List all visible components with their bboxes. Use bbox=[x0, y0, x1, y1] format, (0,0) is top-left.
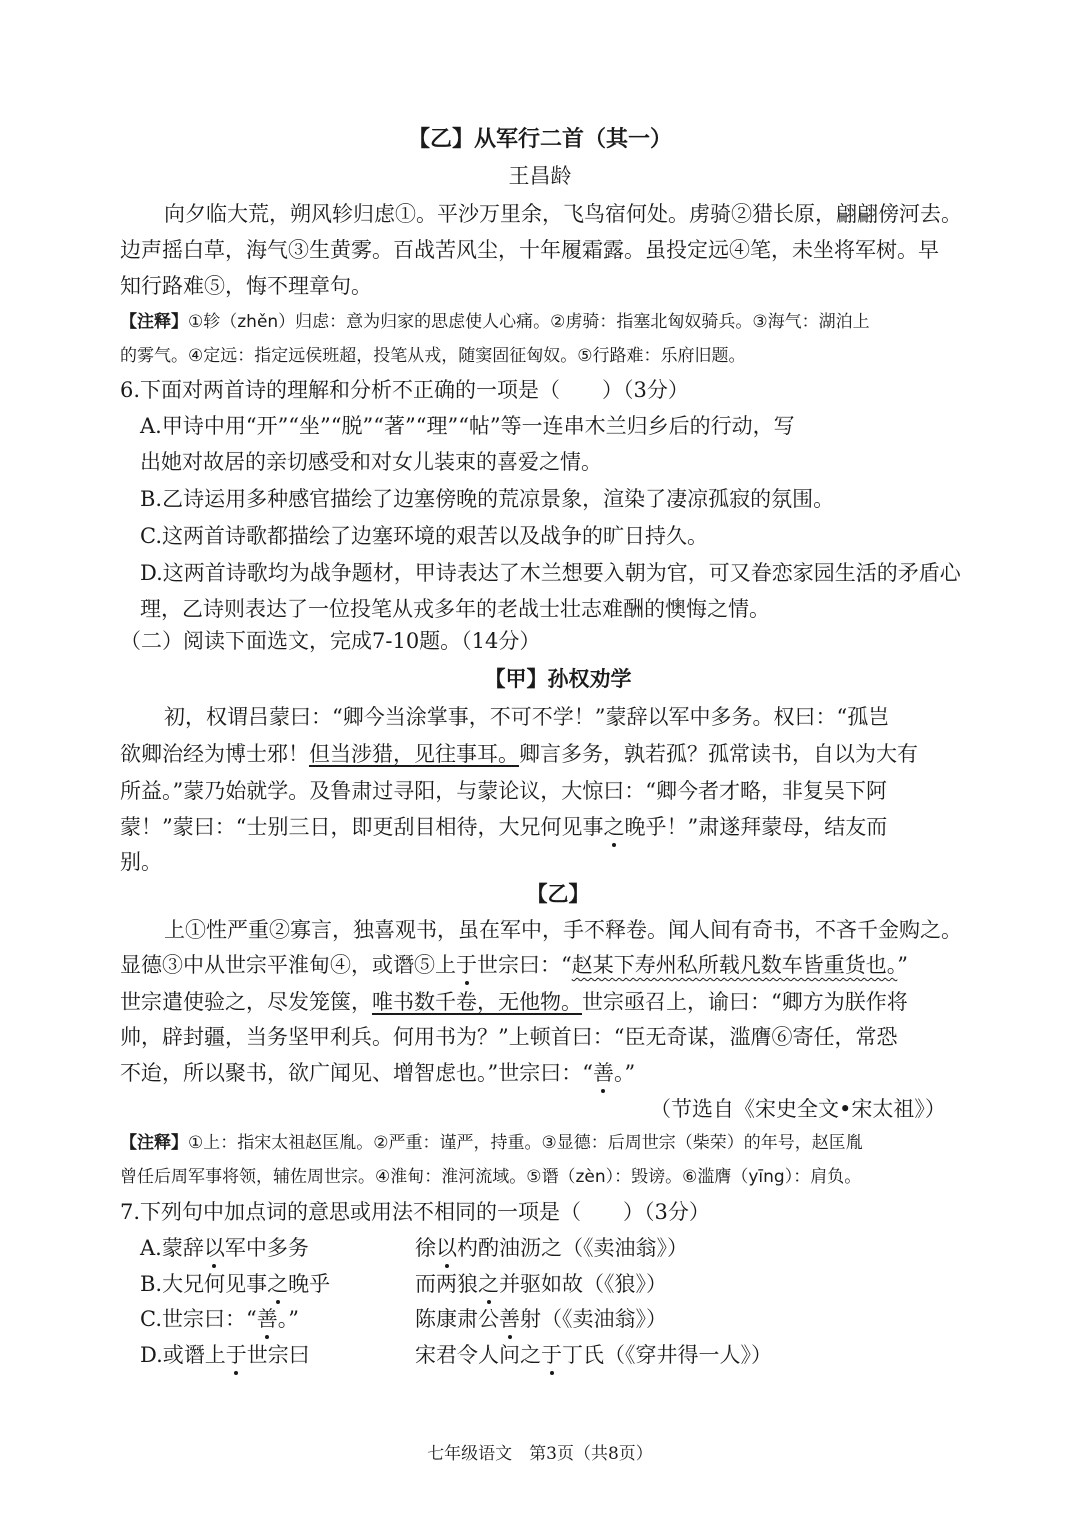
question-6-option: B.乙诗运用多种感官描绘了边塞傍晚的荒凉景象，渲染了凄凉孤寂的氛围。 bbox=[140, 487, 835, 511]
option-text: 晚乎 bbox=[288, 1272, 331, 1296]
dotted-word: 以 bbox=[203, 1236, 225, 1260]
option-compare bbox=[415, 1232, 688, 1264]
option-text: 而两狼 bbox=[415, 1272, 478, 1296]
option-text: 并驱如故（《狼》） bbox=[499, 1272, 667, 1296]
poem-line: 边声摇白草，海气③生黄雾。百战苦风尘，十年履霜露。虽投定远④笔，未坐将军树。早 bbox=[120, 238, 939, 262]
dotted-word: 善 bbox=[592, 1061, 614, 1085]
text-span: 卿言多务，孰若孤？孤常读书，自以为大有 bbox=[519, 742, 918, 766]
note-text: ①上：指宋太祖赵匡胤。②严重：谨严，持重。③显德：后周世宗（柴荣）的年号，赵匡胤 bbox=[188, 1133, 863, 1153]
question-6-stem: 6.下面对两首诗的理解和分析不正确的一项是（ ）（3分） bbox=[120, 378, 689, 402]
poem-line: 向夕临大荒，朔风轸归虑①。平沙万里余，飞鸟宿何处。虏骑②猎长原，翩翩傍河去。 bbox=[164, 202, 962, 226]
question-7-option bbox=[140, 1268, 1020, 1300]
dotted-word: 善 bbox=[256, 1307, 278, 1331]
question-7-option bbox=[140, 1232, 1020, 1264]
poem-note: 的雾气。④定远：指定远侯班超，投笔从戎，随窦固征匈奴。⑤行路难：乐府旧题。 bbox=[120, 346, 746, 366]
text-yi-line: 帅，辟封疆，当务坚甲利兵。何用书为？”上顿首曰：“臣无奇谋，滥膺⑥寄任，常恐 bbox=[120, 1025, 898, 1049]
poem-title: 【乙】从军行二首（其一） bbox=[407, 127, 672, 152]
option-text: 。” bbox=[277, 1307, 299, 1331]
question-7-option bbox=[140, 1339, 1020, 1371]
option-text: 射（《卖油翁》） bbox=[520, 1307, 667, 1331]
option-compare bbox=[415, 1303, 667, 1335]
text-yi-line bbox=[120, 986, 908, 1018]
text-yi-note: 曾任后周军事将领，辅佐周世宗。④淮甸：淮河流域。⑤谮（zèn）：毁谤。⑥滥膺（yīng）：肩负。 bbox=[120, 1167, 862, 1187]
option-text: B.大兄何见事 bbox=[140, 1272, 268, 1296]
dotted-word: 于 bbox=[456, 953, 477, 977]
text-span: 世宗曰：“ bbox=[477, 953, 572, 977]
option-text: 军中多务 bbox=[224, 1236, 309, 1260]
underlined-sentence: 但当涉猎，见往事耳。 bbox=[309, 742, 519, 766]
option-text: 陈康肃公 bbox=[415, 1307, 499, 1331]
underlined-sentence: 唯书数千卷，无他物。 bbox=[372, 990, 582, 1014]
text-span: 世宗遣使验之，尽发笼箧， bbox=[120, 990, 372, 1014]
option-text: 徐 bbox=[415, 1236, 436, 1260]
poem-author: 王昌龄 bbox=[508, 164, 572, 188]
note-text: ①轸（zhěn）归虑：意为归家的思虑使人心痛。②虏骑：指塞北匈奴骑兵。③海气：湖泊上 bbox=[188, 312, 870, 332]
option-text: 丁氏（《穿井得一人》） bbox=[562, 1343, 772, 1367]
text-span: 世宗亟召上，谕曰：“卿方为朕作将 bbox=[582, 990, 908, 1014]
text-jia-line: 初，权谓吕蒙曰：“卿今当涂掌事，不可不学！”蒙辞以军中多务。权曰：“孤岂 bbox=[164, 705, 890, 729]
text-jia-line: 别。 bbox=[120, 850, 162, 874]
option-text: 杓酌油沥之（《卖油翁》） bbox=[457, 1236, 688, 1260]
text-span: ” bbox=[897, 953, 908, 977]
note-label: 【注释】 bbox=[120, 1133, 188, 1153]
text-yi-line bbox=[120, 949, 908, 981]
poem-line: 知行路难⑤，悔不理章句。 bbox=[120, 274, 372, 298]
dotted-word: 之 bbox=[267, 1272, 289, 1296]
option-text: C.世宗曰：“ bbox=[140, 1307, 257, 1331]
text-yi-line bbox=[120, 1057, 635, 1089]
option-text: 世宗曰 bbox=[246, 1343, 310, 1367]
text-jia-line bbox=[120, 811, 887, 843]
text-yi-line: 上①性严重②寡言，独喜观书，虽在军中，手不释卷。闻人间有奇书，不吝千金购之。 bbox=[164, 918, 962, 942]
option-text: 宋君令人问之 bbox=[415, 1343, 541, 1367]
poem-note bbox=[120, 306, 870, 338]
text-span: 蒙！”蒙曰：“士别三日，即更刮目相待，大兄何见事 bbox=[120, 815, 604, 839]
question-6-option: C.这两首诗歌都描绘了边塞环境的艰苦以及战争的旷日持久。 bbox=[140, 524, 708, 548]
dotted-word: 之 bbox=[603, 815, 625, 839]
text-span: 。” bbox=[613, 1061, 636, 1085]
page-footer: 七年级语文 第3页（共8页） bbox=[427, 1444, 653, 1464]
question-6-option: D.这两首诗歌均为战争题材，甲诗表达了木兰想要入朝为官，可又眷恋家园生活的矛盾心 bbox=[140, 561, 961, 585]
option-compare bbox=[415, 1339, 772, 1371]
text-span: 欲卿治经为博士邪！ bbox=[120, 742, 309, 766]
dotted-word: 于 bbox=[541, 1343, 562, 1367]
text-yi-title: 【乙】 bbox=[526, 882, 590, 906]
dotted-word: 善 bbox=[499, 1307, 520, 1331]
option-text: D.或谮上 bbox=[140, 1343, 226, 1367]
dotted-word: 以 bbox=[436, 1236, 457, 1260]
question-6-option: A.甲诗中用“开”“坐”“脱”“著”“理”“帖”等一连串木兰归乡后的行动，写 bbox=[140, 414, 795, 438]
question-6-option: 理，乙诗则表达了一位投笔从戎多年的老战士壮志难酬的懊悔之情。 bbox=[140, 597, 770, 621]
text-jia-title: 【甲】孙权劝学 bbox=[484, 667, 632, 691]
text-span: 不迨，所以聚书，欲广闻见、增智虑也。”世宗曰：“ bbox=[120, 1061, 593, 1085]
text-jia-line: 所益。”蒙乃始就学。及鲁肃过寻阳，与蒙论议，大惊曰：“卿今者才略，非复吴下阿 bbox=[120, 779, 887, 803]
text-yi-note bbox=[120, 1127, 863, 1159]
question-7-stem: 7.下列句中加点词的意思或用法不相同的一项是（ ）（3分） bbox=[120, 1200, 710, 1224]
wavy-underlined-sentence: 赵某下寿州私所载凡数车皆重货也。 bbox=[571, 953, 898, 977]
text-span: 晚乎！”肃遂拜蒙母，结友而 bbox=[624, 815, 888, 839]
note-label: 【注释】 bbox=[120, 312, 188, 332]
text-source: （节选自《宋史全文•宋太祖》） bbox=[650, 1097, 946, 1121]
dotted-word: 于 bbox=[225, 1343, 247, 1367]
section-heading: （二）阅读下面选文，完成7-10题。（14分） bbox=[120, 629, 541, 653]
dotted-word: 之 bbox=[478, 1272, 499, 1296]
question-7-option bbox=[140, 1303, 1020, 1335]
text-jia-line bbox=[120, 738, 918, 770]
option-compare bbox=[415, 1268, 667, 1300]
text-span: 显德③中从世宗平淮甸④，或谮⑤上 bbox=[120, 953, 456, 977]
option-text: A.蒙辞 bbox=[140, 1236, 204, 1260]
question-6-option: 出她对故居的亲切感受和对女儿装束的喜爱之情。 bbox=[140, 450, 602, 474]
